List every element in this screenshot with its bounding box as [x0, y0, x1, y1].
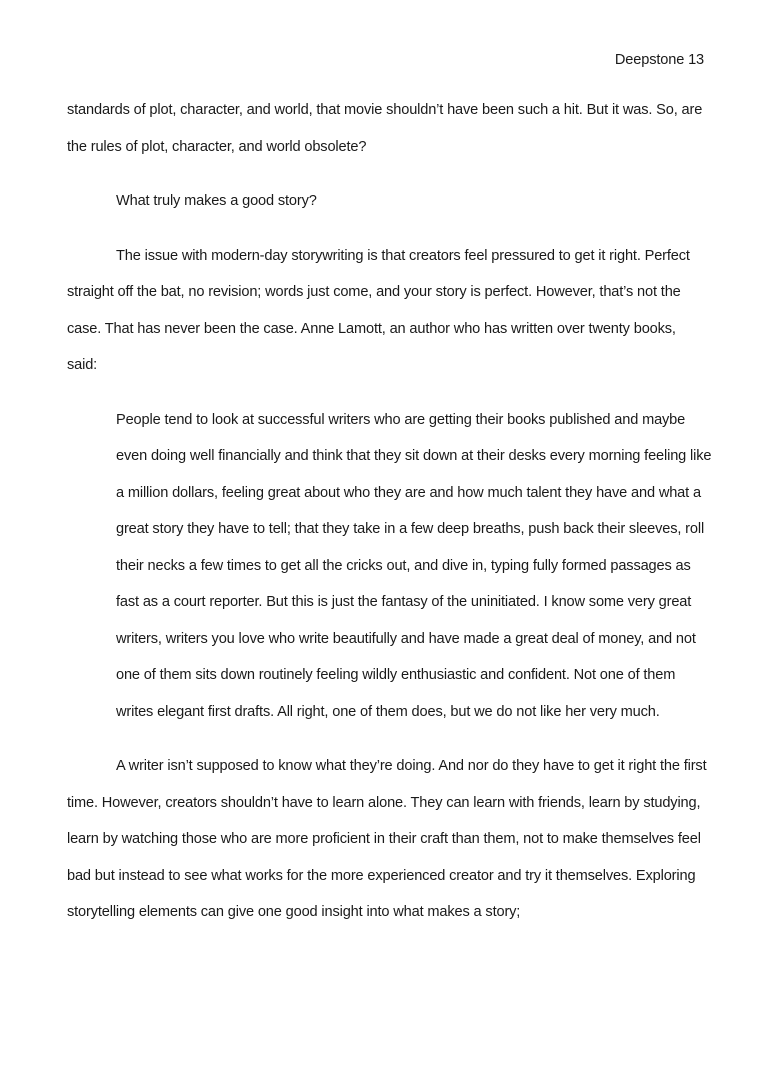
- paragraph-storywriting-issue: The issue with modern-day storywriting is that creators feel pressured to get it right. Perfect straight off the bat, no revision; words just come, and your story is perfect. However, that’s not the case. That has never been the case. Anne Lamott, an author who has written over twenty books, said:: [67, 247, 690, 373]
- body-text: [67, 92, 712, 931]
- paragraph-question: What truly makes a good story?: [116, 193, 317, 209]
- paragraph-learning: A writer isn’t supposed to know what they’re doing. And nor do they have to get it right the first time. However, creators shouldn’t have to learn alone. They can learn with friends, learn by studying, learn by watching those who are more proficient in their craft than them, not to make themselves feel bad but instead to see what works for the more experienced creator and try it themselves. Exploring storytelling elements can give one good insight into what makes a story;: [67, 758, 707, 920]
- block-quote: People tend to look at successful writers who are getting their books published and maybe even doing well financially and think that they sit down at their desks every morning feeling like a million dollars, feeling great about who they are and how much talent they have and what a great story they have to tell; that they take in a few deep breaths, push back their sleeves, roll their necks a few times to get all the cricks out, and dive in, typing fully formed passages as fast as a court reporter. But this is just the fantasy of the uninitiated. I know some very great writers, writers you love who write beautifully and have made a great deal of money, and not one of them sits down routinely feeling wildly enthusiastic and confident. Not one of them writes elegant first drafts. All right, one of them does, but we do not like her very much.: [116, 411, 712, 720]
- paragraph-continuation: standards of plot, character, and world, that movie shouldn’t have been such a hit. But it was. So, are the rules of plot, character, and world obsolete?: [67, 102, 703, 155]
- running-head: Deepstone 13: [614, 52, 704, 68]
